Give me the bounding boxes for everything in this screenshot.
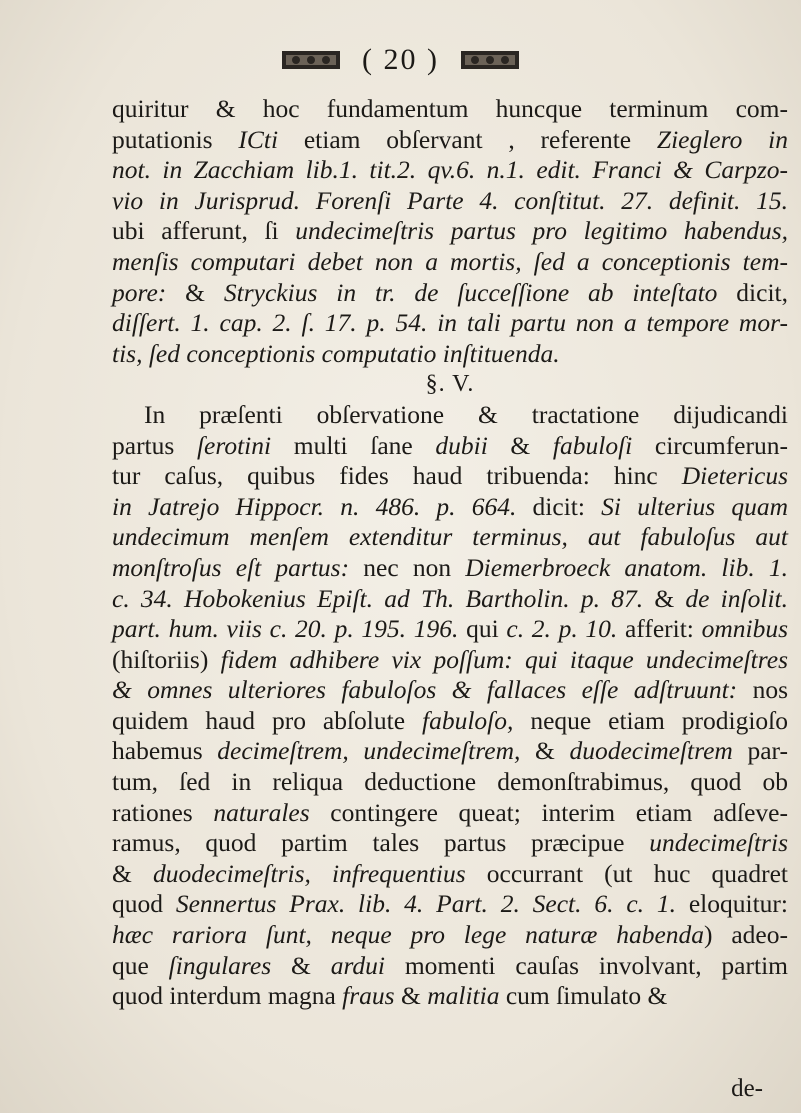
text-line (112, 522, 788, 553)
text-line (112, 584, 788, 615)
text-line (112, 767, 788, 798)
text-run: & (520, 736, 570, 766)
text-line (112, 920, 788, 951)
italic-run: malitia (427, 981, 500, 1011)
catchword: de- (731, 1075, 763, 1102)
text-line (112, 492, 788, 523)
section-heading (112, 369, 788, 400)
text-line (112, 798, 788, 829)
text-line (112, 706, 788, 737)
italic-run: dubii (435, 430, 488, 460)
italic-run: in Jatrejo Hippocr. n. 486. p. 664. (112, 491, 517, 521)
italic-run: fraus (342, 981, 395, 1011)
italic-run: duodecimeſtrem (569, 736, 733, 766)
text-run: & (166, 277, 224, 307)
text-line (112, 339, 788, 370)
italic-run: Stryckius in tr. de ſucceſſione ab inteſtato (223, 277, 718, 307)
text-run: habemus (112, 736, 218, 766)
text-run: tum, ſed in reliqua deductione demonſtrabimus, quod ob (112, 767, 788, 797)
italic-run: ſerotini (196, 430, 272, 460)
text-run: multi ſane (271, 430, 436, 460)
italic-run: omnibus (701, 614, 789, 644)
text-run: (hiſtoriis) (112, 644, 221, 674)
text-line (112, 431, 788, 462)
text-line (112, 553, 788, 584)
italic-run: c. 2. p. 10. (506, 614, 618, 644)
page-number: ( 20 ) (362, 43, 439, 77)
text-run: nos (737, 675, 788, 705)
text-line (112, 889, 788, 920)
text-run: neque etiam prodigioſo (513, 705, 788, 735)
italic-run: Sennertus Prax. lib. 4. Part. 2. Sect. 6. c. 1. (175, 889, 676, 919)
italic-run: duodecimeſtris, infrequentius (152, 858, 466, 888)
italic-run: undecimum menſem extenditur terminus, aut fabuloſus aut (112, 522, 788, 552)
italic-run: menſis computari debet non a mortis, ſed a conceptionis tem- (112, 246, 788, 276)
text-line (112, 736, 788, 767)
italic-run: Dietericus (681, 461, 788, 491)
italic-run: hæc rariora ſunt, neque pro lege naturæ habenda (112, 920, 705, 950)
text-run: & (112, 858, 153, 888)
text-line (112, 981, 788, 1012)
text-run: In præſenti obſervatione & tractatione dijudicandi (144, 399, 788, 429)
text-line (112, 675, 788, 706)
italic-run: undecimeſtris (649, 828, 788, 858)
text-run: & (643, 583, 686, 613)
text-run: que (112, 950, 169, 980)
text-run: contingere queat; interim etiam adſeve- (309, 797, 788, 827)
text-run: dicit: (516, 491, 602, 521)
text-run: etiam obſervant , referente (278, 124, 657, 154)
italic-run: decimeſtrem, undecimeſtrem, (217, 736, 521, 766)
text-line (112, 125, 788, 156)
text-line (112, 186, 788, 217)
italic-run: ardui (330, 950, 385, 980)
text-line (112, 155, 788, 186)
italic-run: Diemerbroeck anatom. lib. 1. (465, 552, 788, 582)
italic-run: naturales (213, 797, 310, 827)
italic-run: fabuloſi (552, 430, 633, 460)
italic-run: vio in Jurisprud. Forenſi Parte 4. conſtitut. 27. definit. 15. (112, 185, 788, 215)
italic-run: undecimeſtris partus pro legitimo habendus, (295, 216, 788, 246)
text-line (112, 828, 788, 859)
text-run: putationis (112, 124, 239, 154)
body-text (112, 94, 788, 1012)
italic-run: diſſert. 1. cap. 2. ſ. 17. p. 54. in tali partu non a tempore mor- (112, 308, 788, 338)
italic-run: monſtroſus eſt partus: (112, 552, 350, 582)
italic-run: pore: (112, 277, 167, 307)
text-run: ubi afferunt, ſi (112, 216, 296, 246)
text-line (112, 400, 788, 431)
italic-run: fabuloſo, (421, 705, 514, 735)
text-line (112, 951, 788, 982)
italic-run: ſingulares (168, 950, 272, 980)
text-run: quod (112, 889, 176, 919)
text-run: dicit, (717, 277, 788, 307)
text-run: rationes (112, 797, 214, 827)
italic-run: part. hum. viis c. 20. p. 195. 196. (112, 614, 459, 644)
text-run: ramus, quod partim tales partus præcipue (112, 828, 650, 858)
text-run: quiritur & hoc fundamentum huncque terminum com- (112, 94, 788, 123)
text-line (112, 645, 788, 676)
text-run: qui (458, 614, 507, 644)
italic-run: ICti (238, 124, 279, 154)
text-line (112, 859, 788, 890)
text-run: & (487, 430, 553, 460)
text-run: ) adeo- (704, 920, 788, 950)
italic-run: Si ulterius quam (601, 491, 788, 521)
text-run: eloquitur: (676, 889, 788, 919)
text-run: quidem haud pro abſolute (112, 705, 422, 735)
text-line (112, 308, 788, 339)
text-run: & (271, 950, 331, 980)
text-run: partus (112, 430, 197, 460)
text-run: momenti cauſas involvant, partim (385, 950, 788, 980)
left-ornament-icon (281, 49, 341, 71)
text-line (112, 278, 788, 309)
text-line (112, 216, 788, 247)
text-run: afferit: (617, 614, 702, 644)
text-run: tur caſus, quibus fides haud tribuenda: hinc (112, 461, 682, 491)
text-run: circumferun- (632, 430, 788, 460)
text-line (112, 94, 788, 125)
text-line (112, 247, 788, 278)
italic-run: de inſolit. (685, 583, 788, 613)
text-run: & (394, 981, 428, 1011)
italic-run: not. in Zacchiam lib.1. tit.2. qv.6. n.1. edit. Franci & Carpzo- (112, 155, 788, 185)
text-run: nec non (349, 552, 466, 582)
right-ornament-icon (460, 49, 520, 71)
text-run: occurrant (ut huc quadret (465, 858, 788, 888)
italic-run: fidem adhibere vix poſſum: qui itaque undecimeſtres (220, 644, 788, 674)
text-line (112, 461, 788, 492)
italic-run: Zieglero in (656, 124, 788, 154)
italic-run: & omnes ulteriores fabuloſos & fallaces eſſe adſtruunt: (112, 675, 738, 705)
text-run: §. V. (425, 371, 475, 398)
page-header (0, 38, 801, 80)
text-run: par- (732, 736, 789, 766)
text-line (112, 614, 788, 645)
italic-run: c. 34. Hobokenius Epiſt. ad Th. Bartholin. p. 87. (112, 583, 644, 613)
text-run: quod interdum magna (112, 981, 343, 1011)
text-run: cum ſimulato & (499, 981, 668, 1011)
italic-run: tis, ſed conceptionis computatio inſtituenda. (112, 338, 560, 368)
